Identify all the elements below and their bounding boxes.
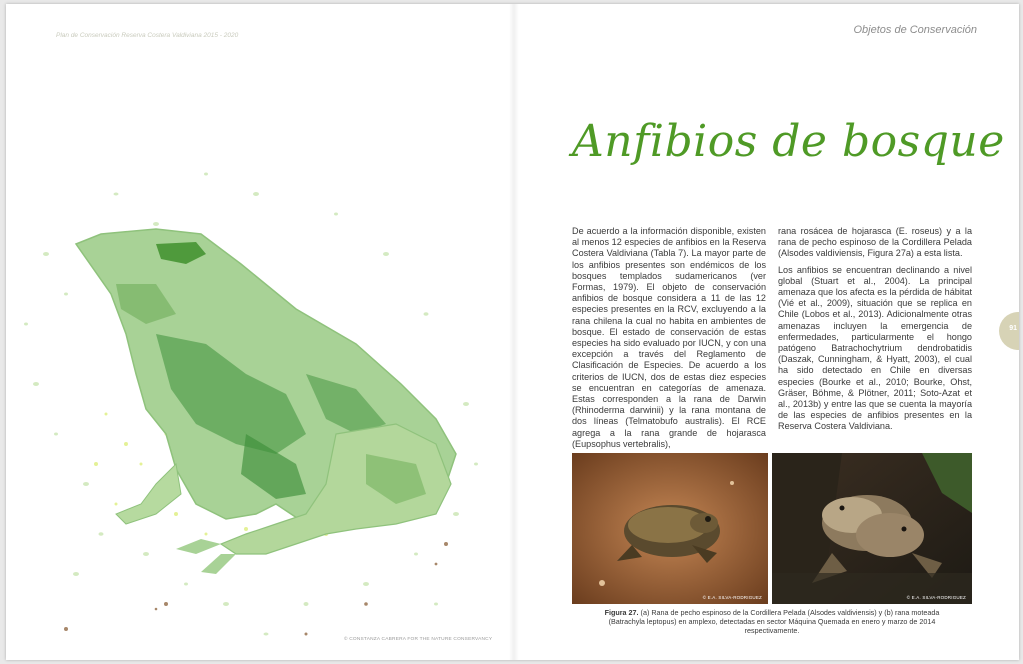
page-number: 91 (1009, 325, 1017, 332)
paragraph: Los anfibios se encuentran declinando a nivel global (Stuart et al., 2004). La principal amenaza que los afecta es la pérdida de hábitat (Vié et al., 2009), situación que se replica en Chile (Lobos et al., 2013). Adicionalmente otras amenazas incluyen la emergencia de enfermedades, particularmente el hongo patógeno Batrachochytrium dendrobatidis (Daszak, Cunningham, & Hyatt, 2003), el cual ha sido detectado en Chile en diversas especies (Bourke et al., 2010; Bourke, Ohst, Gräser, Böhme, & Plötner, 2011; Soto-Azat et al., 2013b) y entre las que se cuenta la mayoría de las especies de anfibios presentes en la Reserva Costera Valdiviana. (778, 264, 972, 432)
frogs-photo-icon (772, 453, 972, 604)
photo-credit: © E.A. SILVA-RODRIGUEZ (702, 595, 762, 600)
figure-caption (586, 608, 958, 635)
illustration-credit: © CONSTANZA CABRERA FOR THE NATURE CONSERVANCY (344, 637, 493, 642)
photo-b (772, 453, 972, 604)
paragraph: De acuerdo a la información disponible, existen al menos 12 especies de anfibios en la Reserva Costera Valdiviana (Tabla 7). La mayor parte de los anfibios presentes son endémicos de los bosques templados sudamericanos (ver Formas, 1979). El objeto de conservación anfibios de bosque considera a 11 de las 12 especies presentes en la RCV, excluyendo a la rana chilena la cual no habita en ambientes de bosque. El estado de conservación de estas especies ha sido evaluado por IUCN, y con una excepción a través del Reglamento de Clasificación de Especies. De acuerdo a los criterios de IUCN, dos de estas diez especies se encuentran en categorías de amenaza. Estas corresponden a la rana de Darwin (Rhinoderma darwinii) y la rana montana de dos líneas (Telmatobufo australis). El RCE agrega a la rana grande de hojarasca (Eupsophus vertebralis), (572, 226, 766, 449)
running-header-left: Plan de Conservación Reserva Costera Valdiviana 2015 - 2020 (56, 32, 239, 39)
photo-credit: © E.A. SILVA-RODRIGUEZ (906, 595, 966, 600)
running-header-right: Objetos de Conservación (853, 24, 977, 36)
frog-icon (6, 134, 506, 654)
paragraph: rana rosácea de hojarasca (E. roseus) y a la rana de pecho espinoso de la Cordillera Pelada (Alsodes valdiviensis, Figura 27a) a esta lista. (778, 226, 972, 259)
frog-illustration (6, 134, 506, 654)
caption-text: (a) Rana de pecho espinoso de la Cordillera Pelada (Alsodes valdiviensis) y (b) rana moteada (Batrachyla leptopus) en amplexo, detectadas en sector Máquina Quemada en enero y marzo de 2014 respectivamente. (608, 608, 940, 635)
page-title: Anfibios de bosque (572, 116, 1005, 167)
caption-label: Figura 27. (604, 608, 639, 617)
document-spread (6, 4, 1019, 660)
photo-a (572, 453, 768, 604)
frog-photo-icon (572, 453, 768, 604)
text-column-left (572, 226, 766, 450)
text-column-right (778, 226, 972, 433)
page-gutter (509, 4, 519, 660)
